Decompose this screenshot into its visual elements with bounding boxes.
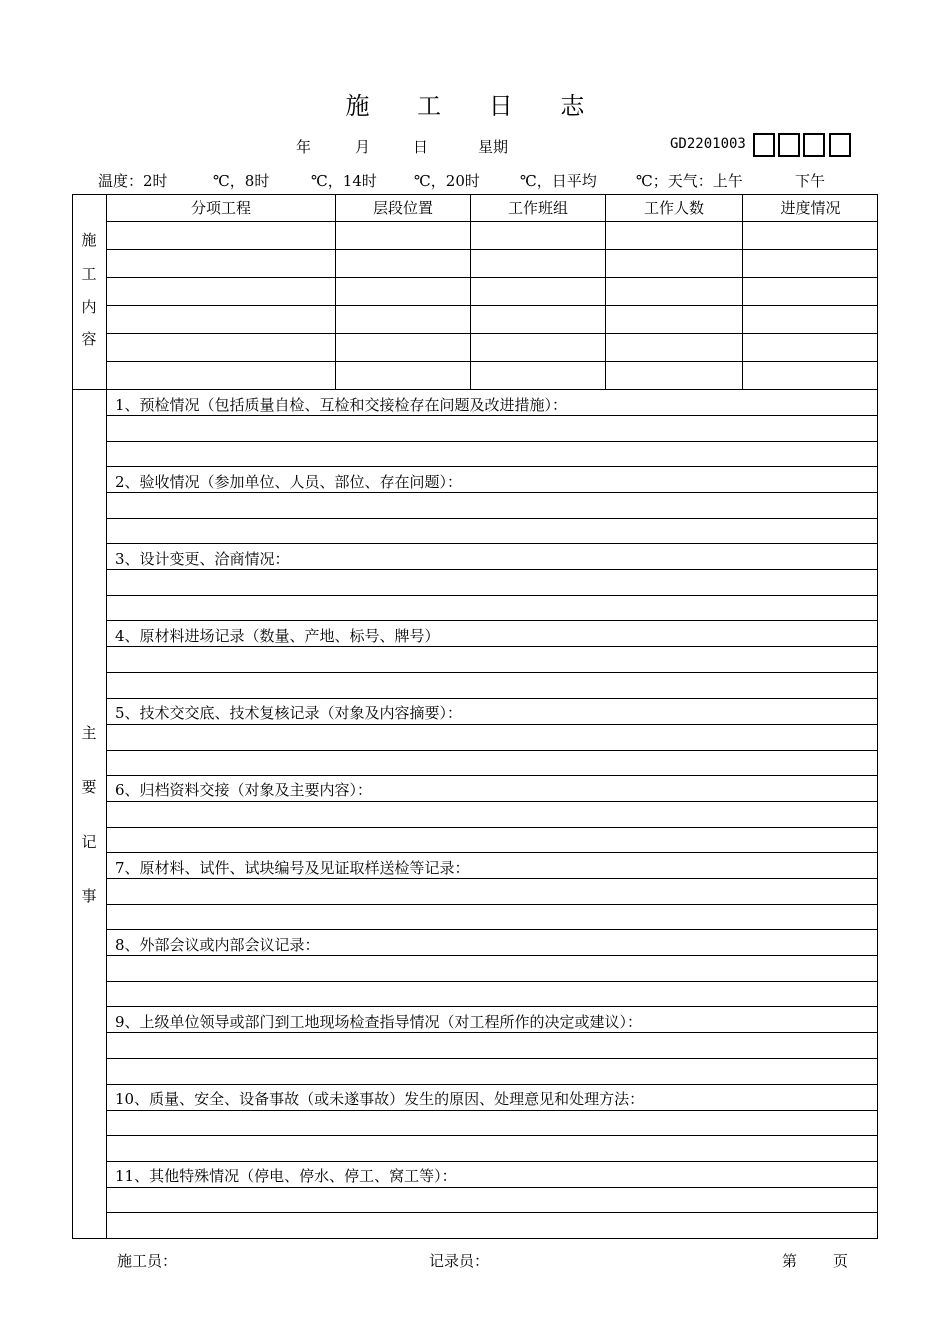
code-box-2[interactable] bbox=[778, 133, 800, 157]
temp-14h-label: ℃，14时 bbox=[311, 172, 377, 190]
col-header-location: 层段位置 bbox=[372, 199, 433, 217]
record-item-accidents: 10、质量、安全、设备事故（或未遂事故）发生的原因、处理意见和处理方法： bbox=[115, 1090, 645, 1108]
record-item-technical: 5、技术交交底、技术复核记录（对象及内容摘要）： bbox=[115, 704, 463, 722]
record-line bbox=[106, 518, 878, 519]
record-line bbox=[106, 852, 878, 853]
table-row-line bbox=[106, 333, 878, 334]
date-month-label: 月 bbox=[355, 138, 371, 156]
record-line bbox=[106, 1006, 878, 1007]
col-header-subitem: 分项工程 bbox=[190, 199, 251, 217]
records-side-char: 主 bbox=[81, 724, 97, 742]
col-header-workers: 工作人数 bbox=[643, 199, 704, 217]
record-line bbox=[106, 724, 878, 725]
record-line bbox=[106, 775, 878, 776]
record-item-special: 11、其他特殊情况（停电、停水、停工、窝工等）： bbox=[115, 1167, 457, 1185]
record-line bbox=[106, 955, 878, 956]
temp-2h-label: 温度：2时 bbox=[98, 172, 168, 190]
page-title: 施 工 日 志 bbox=[345, 92, 605, 120]
record-item-materials: 4、原材料进场记录（数量、产地、标号、牌号） bbox=[115, 627, 440, 645]
col-header-progress: 进度情况 bbox=[780, 199, 841, 217]
temp-avg-label: ℃，日平均 bbox=[520, 172, 597, 190]
record-line bbox=[106, 698, 878, 699]
record-line bbox=[106, 827, 878, 828]
record-line bbox=[106, 595, 878, 596]
record-line bbox=[106, 569, 878, 570]
date-week-label: 星期 bbox=[478, 138, 509, 156]
record-line bbox=[106, 466, 878, 467]
document-code: GD2201003 bbox=[670, 136, 746, 152]
construction-side-char: 施 bbox=[81, 231, 97, 249]
side-column-divider bbox=[106, 194, 107, 1239]
table-row-line bbox=[106, 305, 878, 306]
record-line bbox=[106, 1110, 878, 1111]
code-box-1[interactable] bbox=[753, 133, 775, 157]
weather-am-label: ℃；天气：上午 bbox=[636, 172, 743, 190]
record-line bbox=[106, 801, 878, 802]
date-day-label: 日 bbox=[413, 138, 429, 156]
record-line bbox=[106, 441, 878, 442]
construction-side-char: 工 bbox=[81, 265, 97, 283]
table-row-line bbox=[106, 221, 878, 222]
col-divider-3 bbox=[605, 194, 606, 389]
record-line bbox=[106, 1161, 878, 1162]
record-line bbox=[106, 981, 878, 982]
page-number-prefix: 第 bbox=[782, 1252, 798, 1270]
records-side-char: 要 bbox=[81, 778, 97, 796]
records-side-char: 事 bbox=[81, 887, 97, 905]
col-divider-1 bbox=[335, 194, 336, 389]
construction-side-char: 内 bbox=[81, 298, 97, 316]
record-line bbox=[106, 1187, 878, 1188]
record-line bbox=[106, 492, 878, 493]
table-row-line bbox=[106, 361, 878, 362]
record-line bbox=[106, 672, 878, 673]
record-item-samples: 7、原材料、试件、试块编号及见证取样送检等记录： bbox=[115, 859, 470, 877]
record-line bbox=[106, 878, 878, 879]
record-item-acceptance: 2、验收情况（参加单位、人员、部位、存在问题）： bbox=[115, 473, 463, 491]
date-year-label: 年 bbox=[296, 138, 312, 156]
record-item-precheck: 1、预检情况（包括质量自检、互检和交接检存在问题及改进措施）： bbox=[115, 396, 568, 414]
temp-8h-label: ℃，8时 bbox=[213, 172, 270, 190]
record-line bbox=[106, 929, 878, 930]
table-row-line bbox=[106, 249, 878, 250]
code-box-4[interactable] bbox=[829, 133, 851, 157]
record-line bbox=[106, 1058, 878, 1059]
construction-side-char: 容 bbox=[81, 330, 97, 348]
record-line bbox=[106, 415, 878, 416]
record-item-meetings: 8、外部会议或内部会议记录： bbox=[115, 936, 320, 954]
page-number-suffix: 页 bbox=[833, 1252, 849, 1270]
record-line bbox=[106, 750, 878, 751]
record-line bbox=[106, 1212, 878, 1213]
record-item-inspection: 9、上级单位领导或部门到工地现场检查指导情况（对工程所作的决定或建议）： bbox=[115, 1013, 643, 1031]
record-item-design-change: 3、设计变更、洽商情况： bbox=[115, 550, 290, 568]
record-line bbox=[106, 1084, 878, 1085]
record-item-archive: 6、归档资料交接（对象及主要内容）： bbox=[115, 781, 373, 799]
temp-20h-label: ℃，20时 bbox=[414, 172, 480, 190]
col-header-team: 工作班组 bbox=[507, 199, 568, 217]
weather-pm-label: 下午 bbox=[795, 172, 826, 190]
recorder-signature-label: 记录员： bbox=[429, 1252, 490, 1270]
section-divider bbox=[72, 389, 878, 390]
record-line bbox=[106, 543, 878, 544]
record-line bbox=[106, 904, 878, 905]
records-side-char: 记 bbox=[81, 833, 97, 851]
record-line bbox=[106, 1032, 878, 1033]
record-line bbox=[106, 620, 878, 621]
record-line bbox=[106, 1135, 878, 1136]
code-box-3[interactable] bbox=[803, 133, 825, 157]
col-divider-4 bbox=[742, 194, 743, 389]
table-row-line bbox=[106, 277, 878, 278]
builder-signature-label: 施工员： bbox=[117, 1252, 178, 1270]
record-line bbox=[106, 646, 878, 647]
col-divider-2 bbox=[470, 194, 471, 389]
